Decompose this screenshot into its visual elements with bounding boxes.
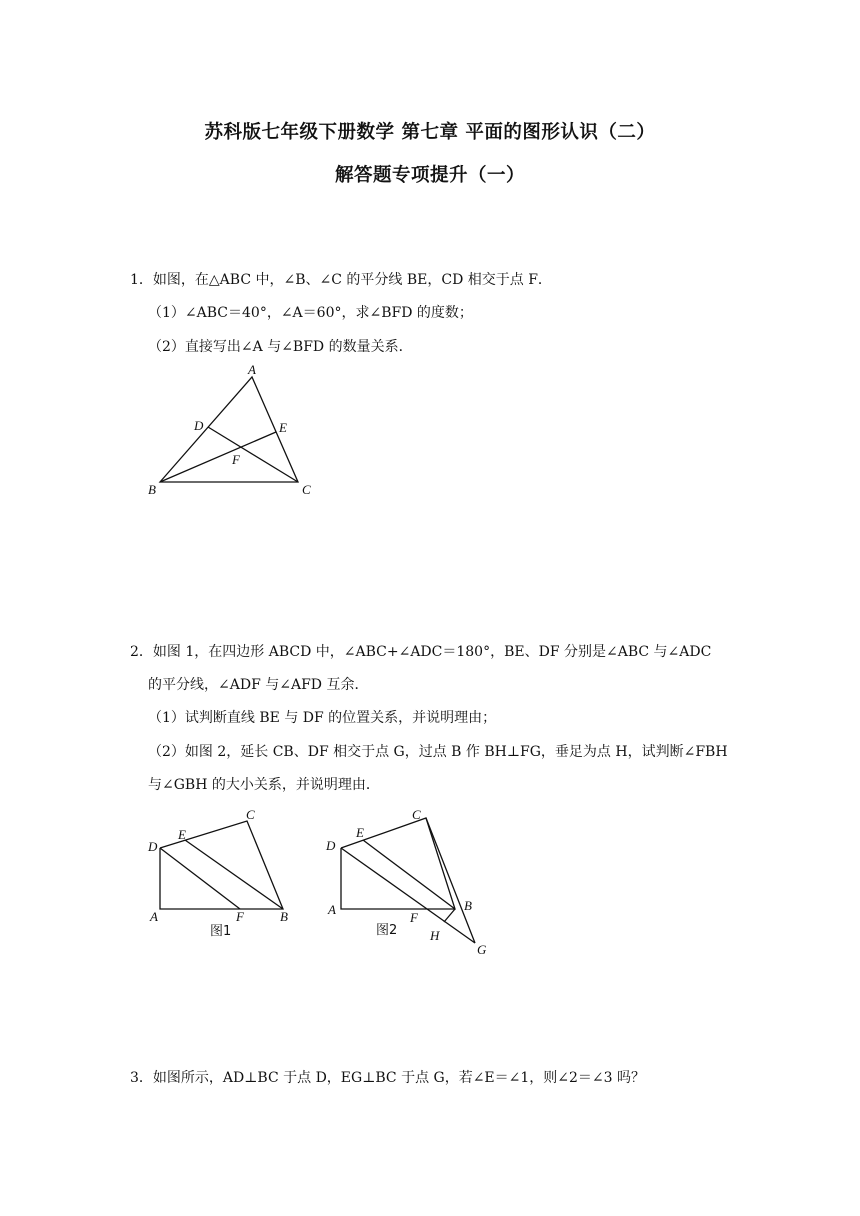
segment-bh bbox=[444, 909, 455, 922]
q2-figure-2 bbox=[320, 800, 500, 960]
line-cb-extended bbox=[426, 818, 475, 943]
label-d: D bbox=[326, 838, 336, 853]
q1-part2: （2）直接写出∠A 与∠BFD 的数量关系． bbox=[148, 339, 413, 355]
document-title-line1: 苏科版七年级下册数学 第七章 平面的图形认识（二） bbox=[204, 122, 656, 143]
label-e: E bbox=[178, 827, 186, 842]
label-c: C bbox=[302, 482, 311, 497]
label-f: F bbox=[410, 910, 418, 925]
label-a: A bbox=[150, 909, 158, 924]
q2-part1: （1）试判断直线 BE 与 DF 的位置关系，并说明理由； bbox=[148, 710, 497, 726]
label-e: E bbox=[356, 825, 364, 840]
q1-stem: 1．如图，在△ABC 中，∠B、∠C 的平分线 BE，CD 相交于点 F． bbox=[130, 272, 552, 288]
q1-triangle-figure bbox=[140, 362, 340, 502]
label-a: A bbox=[328, 902, 336, 917]
bisector-be bbox=[160, 432, 276, 482]
label-c: C bbox=[246, 807, 255, 822]
q1-part1: （1）∠ABC＝40°，∠A＝60°，求∠BFD 的度数； bbox=[148, 305, 473, 321]
figure-2-caption: 图2 bbox=[376, 923, 398, 938]
triangle-abc bbox=[160, 377, 298, 482]
q2-stem-line2: 的平分线，∠ADF 与∠AFD 互余． bbox=[148, 677, 369, 693]
q2-part2-line2: 与∠GBH 的大小关系，并说明理由． bbox=[148, 777, 380, 793]
q2-part2-line1: （2）如图 2，延长 CB、DF 相交于点 G，过点 B 作 BH⊥FG，垂足为点 H，试判断∠FBH bbox=[148, 744, 728, 760]
segment-df bbox=[160, 848, 240, 909]
document-title-line2: 解答题专项提升（一） bbox=[334, 165, 525, 186]
q3-stem: 3．如图所示，AD⊥BC 于点 D，EG⊥BC 于点 G，若∠E＝∠1，则∠2＝∠3 吗？ bbox=[130, 1070, 646, 1086]
label-d: D bbox=[148, 839, 158, 854]
label-f: F bbox=[236, 909, 244, 924]
label-h: H bbox=[430, 928, 440, 943]
label-c: C bbox=[412, 807, 421, 822]
label-b: B bbox=[464, 898, 472, 913]
label-g: G bbox=[477, 942, 487, 957]
bisector-cd bbox=[208, 427, 298, 482]
figure-1-caption: 图1 bbox=[210, 924, 232, 939]
segment-be bbox=[363, 840, 455, 909]
label-b: B bbox=[148, 482, 156, 497]
label-b: B bbox=[280, 909, 288, 924]
q2-figure-1 bbox=[140, 805, 300, 940]
line-df-extended bbox=[341, 848, 475, 943]
label-d: D bbox=[194, 418, 204, 433]
label-a: A bbox=[248, 362, 256, 377]
label-e: E bbox=[279, 420, 287, 435]
q2-stem-line1: 2．如图 1，在四边形 ABCD 中，∠ABC+∠ADC＝180°，BE、DF 分别是∠ABC 与∠ADC bbox=[130, 644, 712, 660]
label-f: F bbox=[232, 452, 240, 467]
